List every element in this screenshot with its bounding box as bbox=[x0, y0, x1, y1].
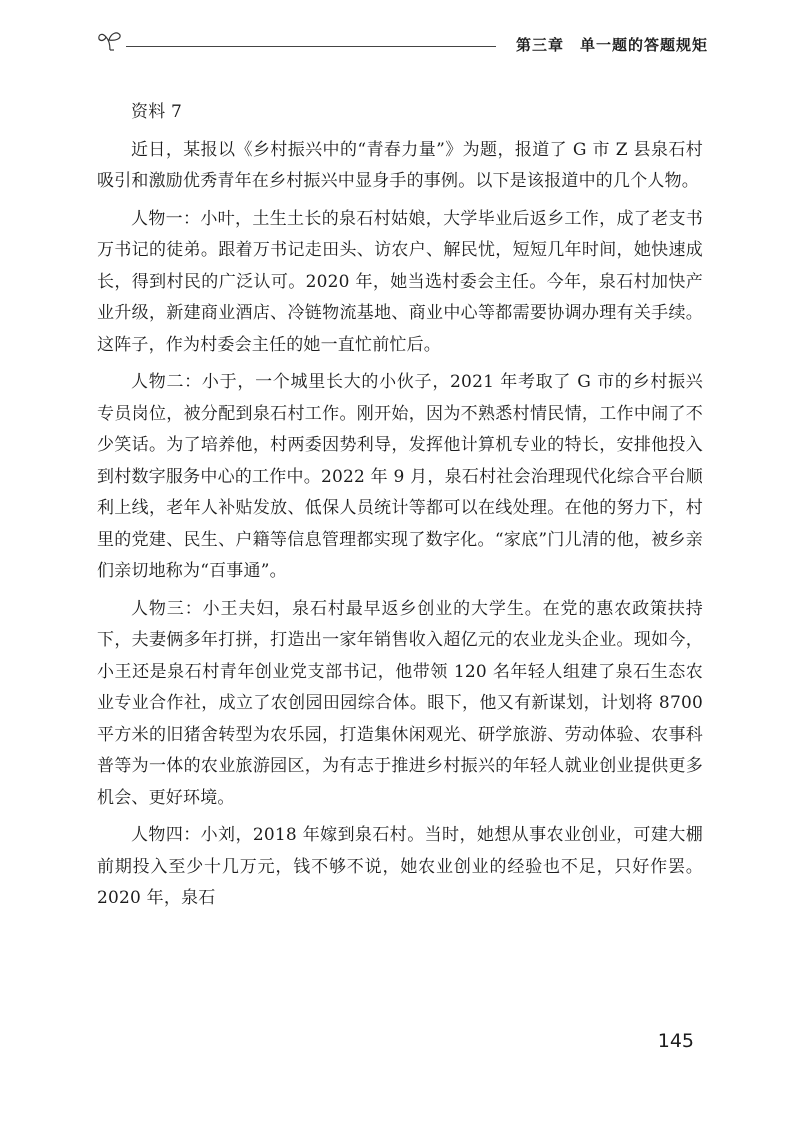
paragraph-intro: 近日，某报以《乡村振兴中的“青春力量”》为题，报道了 G 市 Z 县泉石村吸引和激励优秀青年在乡村振兴中显身手的事例。以下是该报道中的几个人物。 bbox=[97, 139, 703, 191]
paragraph-person-two: 人物二：小于，一个城里长大的小伙子，2021 年考取了 G 市的乡村振兴专员岗位，被分配到泉石村工作。刚开始，因为不熟悉村情民情，工作中闹了不少笑话。为了培养他，村两委因势利导，发挥他计算机专业的特长，安排他投入到村数字服务中心的工作中。2022 年 9 月，泉石村社会治理现代化综合平台顺利上线，老年人补贴发放、低保人员统计等都可以在线处理。在他的努力下，村里的党建、民生、户籍等信息管理都实现了数字化。“家底”门儿清的他，被乡亲们亲切地称为“百事通”。 bbox=[97, 372, 703, 581]
page-body bbox=[97, 97, 703, 921]
material-label: 资料 7 bbox=[131, 102, 183, 122]
paragraph-person-one: 人物一：小叶，土生土长的泉石村姑娘，大学毕业后返乡工作，成了老支书万书记的徒弟。跟着万书记走田头、访农户、解民忧，短短几年时间，她快速成长，得到村民的广泛认可。2020 年，她当选村委会主任。今年，泉石村加快产业升级，新建商业酒店、冷链物流基地、商业中心等都需要协调办理有关手续。这阵子，作为村委会主任的她一直忙前忙后。 bbox=[97, 208, 703, 355]
running-header bbox=[96, 28, 708, 58]
chapter-title: 第三章 单一题的答题规矩 bbox=[515, 36, 708, 54]
paragraph-person-three: 人物三：小王夫妇，泉石村最早返乡创业的大学生。在党的惠农政策扶持下，夫妻俩多年打拼，打造出一家年销售收入超亿元的农业龙头企业。现如今，小王还是泉石村青年创业党支部书记，他带领 120 名年轻人组建了泉石生态农业专业合作社，成立了农创园田园综合体。眼下，他又有新谋划，计划将 8700 平方米的旧猪舍转型为农乐园，打造集休闲观光、研学旅游、劳动体验、农事科普等为一体的农业旅游园区，为有志于推进乡村振兴的年轻人就业创业提供更多机会、更好环境。 bbox=[97, 598, 703, 808]
sprout-icon bbox=[96, 28, 126, 52]
header-rule bbox=[126, 46, 496, 47]
page-number: 145 bbox=[657, 1030, 694, 1052]
paragraph-person-four: 人物四：小刘，2018 年嫁到泉石村。当时，她想从事农业创业，可建大棚前期投入至少十几万元，钱不够不说，她农业创业的经验也不足，只好作罢。2020 年，泉石 bbox=[97, 825, 703, 908]
